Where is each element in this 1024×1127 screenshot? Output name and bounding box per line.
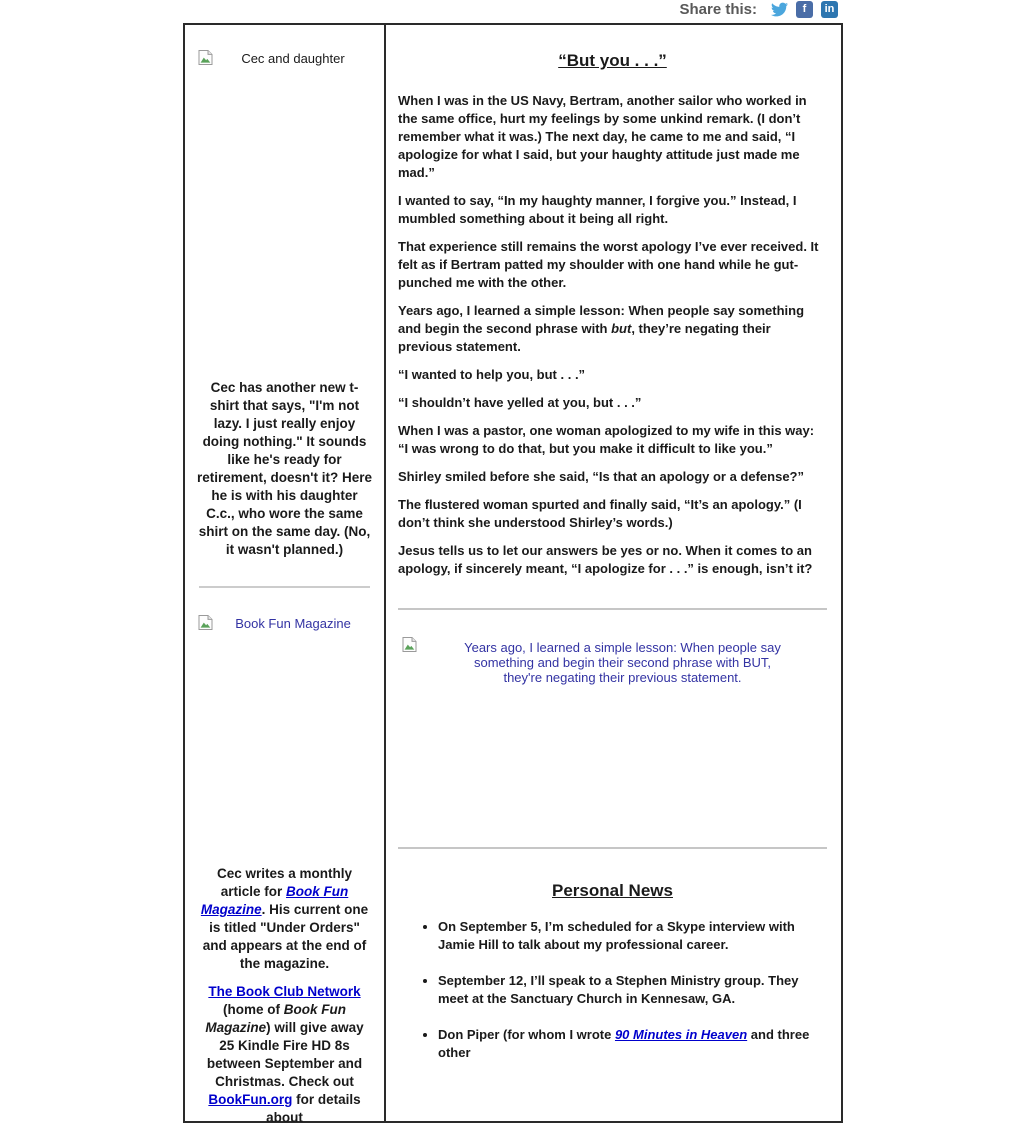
- text-run: That experience still remains the worst apology I’ve ever received. It felt as if Bertram patted my shoulder with one hand while he gut-punched me with the other.: [398, 239, 819, 290]
- broken-image-icon: [197, 49, 214, 66]
- article-paragraph: [398, 496, 827, 532]
- text-run: (home of: [223, 1002, 284, 1017]
- text-run: When I was in the US Navy, Bertram, another sailor who worked in the same office, hurt my feelings by some unkind remark. (I don’t remember what it was.) The next day, he came to me and said, “I apologize for what I said, but your haughty attitude just made me mad.”: [398, 93, 807, 180]
- text-run: “I shouldn’t have yelled at you, but . . .”: [398, 395, 642, 410]
- twitter-share-icon[interactable]: [771, 1, 788, 18]
- news-item: [438, 1026, 827, 1062]
- article-paragraph: [398, 238, 827, 292]
- share-label: Share this:: [679, 1, 757, 18]
- linkedin-share-icon[interactable]: in: [821, 1, 838, 18]
- text-run: but: [611, 321, 632, 336]
- book-fun-magazine-image-placeholder[interactable]: [197, 614, 372, 845]
- text-run: Shirley smiled before she said, “Is that an apology or a defense?”: [398, 469, 805, 484]
- sidebar-caption-network: [197, 983, 372, 1127]
- text-run: . His current one is titled "Under Orders" and appears at the end of the magazine.: [202, 902, 369, 971]
- image-alt-text: Cec and daughter: [241, 51, 345, 66]
- personal-news-list: [412, 918, 827, 1062]
- cec-daughter-image-placeholder: [197, 49, 372, 359]
- text-run: Don Piper (for whom I wrote: [438, 1027, 615, 1042]
- broken-image-icon: [197, 614, 214, 631]
- article-paragraph: [398, 366, 827, 384]
- newsletter-container: [183, 23, 843, 1123]
- image-alt-link[interactable]: Years ago, I learned a simple lesson: When people say something and begin their second phrase with BUT, they're negating their previous statement.: [464, 640, 781, 685]
- text-run: On September 5, I’m scheduled for a Skype interview with Jamie Hill to talk about my professional career.: [438, 919, 795, 952]
- article-paragraph: [398, 468, 827, 486]
- broken-image-icon: [401, 636, 418, 653]
- text-run: When I was a pastor, one woman apologized to my wife in this way: “I was wrong to do that, but you make it difficult to like you.”: [398, 423, 815, 456]
- quote-image-placeholder[interactable]: [398, 622, 827, 847]
- sidebar-divider: [199, 586, 370, 588]
- inline-link[interactable]: Book Fun Magazine: [200, 884, 349, 917]
- text-run: Years ago, I learned a simple lesson: When people say something and begin the second phrase with: [398, 303, 805, 336]
- text-run: Book Fun Magazine: [205, 1002, 346, 1035]
- inline-link[interactable]: BookFun.org: [208, 1092, 293, 1107]
- text-run: “I wanted to help you, but . . .”: [398, 367, 586, 382]
- inline-link[interactable]: 90 Minutes in Heaven: [614, 1027, 748, 1042]
- text-run: Jesus tells us to let our answers be yes or no. When it comes to an apology, if sincerely meant, “I apologize for . . .” is enough, isn’t it?: [398, 543, 813, 576]
- share-bar: [679, 1, 838, 18]
- article-paragraph: [398, 92, 827, 182]
- facebook-share-icon[interactable]: f: [796, 1, 813, 18]
- news-item: [438, 972, 827, 1008]
- image-alt-link[interactable]: Book Fun Magazine: [235, 616, 351, 631]
- article-paragraph: [398, 394, 827, 412]
- text-run: , they’re negating their previous statement.: [398, 321, 771, 354]
- text-run: September 12, I’ll speak to a Stephen Ministry group. They meet at the Sanctuary Church in Kennesaw, GA.: [438, 973, 799, 1006]
- sidebar: [185, 25, 386, 1125]
- text-run: for details about: [266, 1092, 361, 1125]
- main-column: [386, 25, 841, 1121]
- text-run: and three other: [438, 1027, 810, 1060]
- text-run: ) will give away 25 Kindle Fire HD 8s between September and Christmas. Check out: [206, 1020, 364, 1089]
- sidebar-caption-tshirt: Cec has another new t-shirt that says, "I'm not lazy. I just really enjoy doing nothing." It sounds like he's ready for retirement, doesn't it? Here he is with his daughter C.c., who wore the same shirt on the same day. (No, it wasn't planned.): [197, 380, 372, 557]
- article-paragraph: [398, 422, 827, 458]
- article-paragraph: [398, 192, 827, 228]
- article-paragraph: [398, 302, 827, 356]
- article-paragraph: [398, 542, 827, 578]
- text-run: Cec writes a monthly article for: [216, 866, 353, 899]
- text-run: The flustered woman spurted and finally said, “It’s an apology.” (I don’t think she understood Shirley’s words.): [398, 497, 802, 530]
- article-title: “But you . . .”: [558, 51, 667, 70]
- text-run: I wanted to say, “In my haughty manner, I forgive you.” Instead, I mumbled something about it being all right.: [398, 193, 797, 226]
- inline-link[interactable]: The Book Club Network: [208, 984, 361, 999]
- article-divider: [398, 608, 827, 610]
- sidebar-caption-magazine: [197, 865, 372, 973]
- twitter-bird-icon: [771, 1, 788, 18]
- personal-news-title: Personal News: [552, 881, 673, 900]
- news-divider: [398, 847, 827, 849]
- news-item: [438, 918, 827, 954]
